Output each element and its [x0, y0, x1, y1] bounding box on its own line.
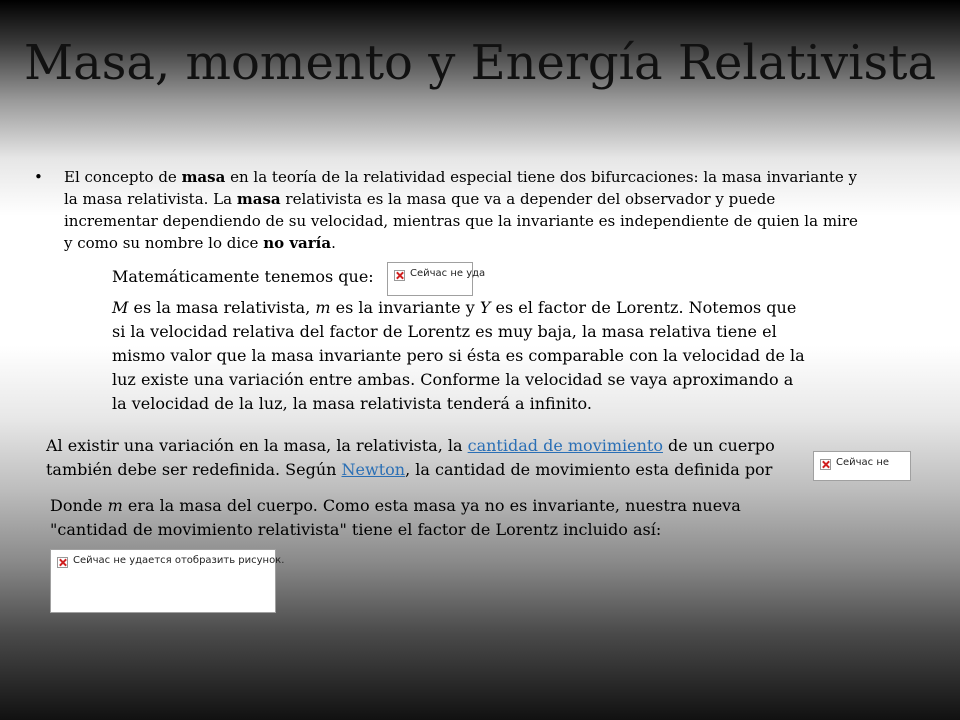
bold-term-no-varia: no varía	[263, 234, 332, 252]
text-run: relativista es la masa que va a depender del observador y puede incrementar dependiendo de su velocidad, mientras que la invariante es independiente de quien la mire y como su nombre lo dice	[64, 190, 858, 252]
text-run: Donde	[50, 496, 108, 515]
relativistic-momentum-paragraph	[50, 494, 770, 542]
bullet-marker: •	[34, 168, 43, 186]
momentum-paragraph	[46, 434, 826, 482]
text-run: es el factor de Lorentz. Notemos que si la velocidad relativa del factor de Lorentz es muy baja, la masa relativa tiene el mismo valor que la masa invariante pero si ésta es comparable con la velocidad de la luz existe una variación entre ambas. Conforme la velocidad se vaya aproximando a la velocidad de la luz, la masa relativista tenderá a infinito.	[112, 298, 805, 413]
slide-title: Masa, momento y Energía Relativista	[23, 35, 937, 91]
text-run: .	[331, 234, 336, 252]
bullet-text	[64, 166, 864, 254]
variable-m: m	[107, 496, 123, 515]
text-run: Al existir una variación en la masa, la relativista, la	[46, 436, 468, 455]
broken-image-caption: Сейчас не уда	[410, 268, 486, 279]
broken-image-caption: Сейчас не удается отобразить рисунок.	[73, 555, 285, 566]
bullet-paragraph	[34, 166, 864, 254]
lorentz-paragraph	[112, 296, 812, 416]
variable-Y: Y	[479, 298, 491, 317]
broken-image-caption: Сейчас не	[836, 457, 890, 468]
broken-image-icon	[57, 557, 68, 568]
broken-image-icon	[394, 270, 405, 281]
math-intro-line: Matemáticamente tenemos que:	[112, 267, 374, 286]
broken-image-formula-relativistic	[50, 549, 285, 613]
broken-image-formula-momentum	[813, 451, 911, 481]
variable-m: m	[315, 298, 331, 317]
broken-image-icon	[820, 459, 831, 470]
text-run: era la masa del cuerpo. Como esta masa ya no es invariante, nuestra nueva "cantidad de movimiento relativista" tiene el factor de Lorentz incluido así:	[50, 496, 741, 539]
text-run: El concepto de	[64, 168, 182, 186]
bold-term-masa: masa	[236, 190, 281, 208]
text-run: , la cantidad de movimiento esta definida por	[405, 460, 773, 479]
text-run: es la masa relativista,	[128, 298, 316, 317]
variable-M: M	[112, 298, 129, 317]
bold-term-masa: masa	[181, 168, 226, 186]
broken-image-formula-mass	[387, 262, 486, 296]
text-run: en la teoría de la relatividad especial tiene dos bifurcaciones: la masa invariante y la masa relativista. La	[64, 168, 858, 208]
link-newton[interactable]: Newton	[341, 460, 406, 479]
link-cantidad-de-movimiento[interactable]: cantidad de movimiento	[467, 436, 663, 455]
text-run: es la invariante y	[330, 298, 480, 317]
text-run: de un cuerpo también debe ser redefinida. Según	[46, 436, 775, 479]
